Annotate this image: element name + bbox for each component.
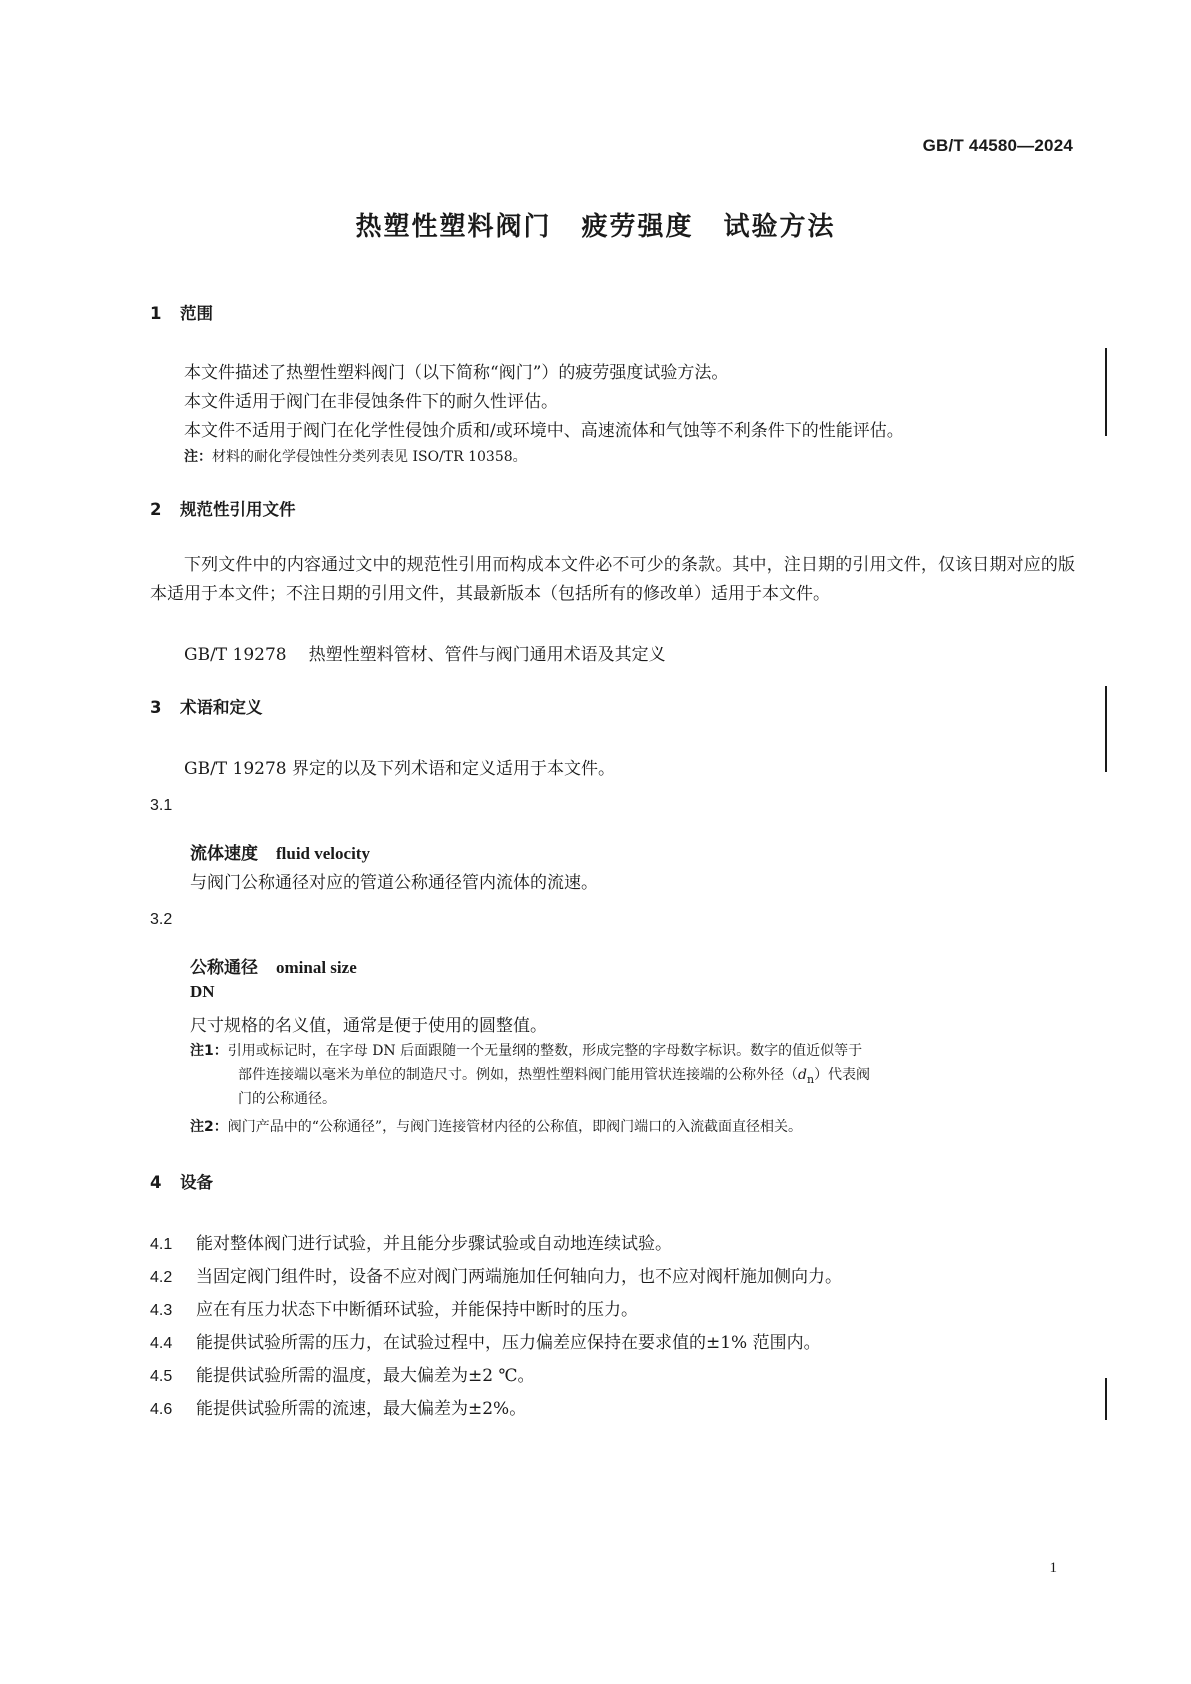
item-number: 4.5 — [150, 1368, 173, 1385]
note-text: 阀门产品中的“公称通径”，与阀门连接管材内径的公称值，即阀门端口的入流截面直径相关。 — [227, 1119, 803, 1135]
equipment-item — [150, 1328, 821, 1353]
note-text: 部件连接端以毫米为单位的制造尺寸。例如，热塑性塑料阀门能用管状连接端的公称外径（ — [238, 1067, 798, 1083]
title-part-3: 试验方法 — [723, 212, 836, 242]
term-english: ominal size — [276, 958, 357, 977]
term-note-2 — [190, 1116, 802, 1136]
revision-bar — [1105, 348, 1107, 436]
item-number: 4.2 — [150, 1269, 173, 1286]
section-1-note — [184, 446, 527, 466]
section-number: 2 — [150, 500, 162, 519]
symbol-subscript: n — [806, 1072, 815, 1086]
item-number: 4.6 — [150, 1401, 173, 1418]
equipment-item — [150, 1262, 842, 1287]
item-text: 应在有压力状态下中断循环试验，并能保持中断时的压力。 — [196, 1300, 638, 1320]
title-part-1: 热塑性塑料阀门 — [355, 212, 552, 242]
note-text: 引用或标记时，在字母 DN 后面跟随一个无量纲的整数，形成完整的字母数字标识。数字的值近似等于 — [227, 1043, 863, 1059]
reference-title: 热塑性塑料管材、管件与阀门通用术语及其定义 — [308, 645, 666, 665]
item-text: 当固定阀门组件时，设备不应对阀门两端施加任何轴向力，也不应对阀杆施加侧向力。 — [196, 1267, 842, 1287]
section-title: 设备 — [180, 1173, 213, 1192]
term-chinese: 流体速度 — [190, 844, 258, 864]
reference-code: GB/T 19278 — [184, 645, 287, 665]
section-number: 1 — [150, 304, 162, 323]
title-part-2: 疲劳强度 — [581, 212, 694, 242]
term-number: 3.2 — [150, 911, 173, 928]
item-number: 4.3 — [150, 1302, 173, 1319]
item-number: 4.1 — [150, 1236, 173, 1253]
section-2-heading — [150, 496, 296, 520]
section-1-para-2: 本文件适用于阀门在非侵蚀条件下的耐久性评估。 — [184, 392, 558, 412]
normative-reference — [184, 640, 666, 665]
section-title: 术语和定义 — [180, 698, 263, 717]
item-text: 能提供试验所需的流速，最大偏差为±2%。 — [196, 1399, 527, 1419]
note-label: 注1： — [190, 1043, 228, 1059]
document-title — [0, 206, 1191, 243]
equipment-item — [150, 1229, 672, 1254]
section-1-para-3: 本文件不适用于阀门在化学性侵蚀介质和/或环境中、高速流体和气蚀等不利条件下的性能评估。 — [184, 421, 904, 441]
equipment-item — [150, 1394, 526, 1419]
term-note-1 — [190, 1040, 862, 1060]
revision-bar — [1105, 686, 1107, 772]
equipment-item — [150, 1295, 638, 1320]
item-text: 能提供试验所需的压力，在试验过程中，压力偏差应保持在要求值的±1% 范围内。 — [196, 1333, 821, 1353]
section-1-heading — [150, 300, 213, 324]
standard-code: GB/T 44580—2024 — [922, 136, 1073, 155]
term-entry — [190, 839, 370, 864]
section-4-heading — [150, 1169, 213, 1193]
section-1-para-1: 本文件描述了热塑性塑料阀门（以下简称“阀门”）的疲劳强度试验方法。 — [184, 363, 729, 383]
symbol-d: d — [798, 1067, 807, 1083]
item-number: 4.4 — [150, 1335, 173, 1352]
section-2-para-1: 下列文件中的内容通过文中的规范性引用而构成本文件必不可少的条款。其中，注日期的引用文件，仅该日期对应的版本适用于本文件；不注日期的引用文件，其最新版本（包括所有的修改单）适用于本文件。 — [150, 555, 1075, 604]
section-title: 范围 — [180, 304, 213, 323]
term-abbreviation: DN — [190, 982, 215, 1001]
revision-bar — [1105, 1378, 1107, 1420]
term-definition: 与阀门公称通径对应的管道公称通径管内流体的流速。 — [190, 873, 598, 893]
page-number: 1 — [1049, 1560, 1057, 1576]
section-number: 4 — [150, 1173, 162, 1192]
note-label: 注： — [184, 449, 212, 465]
item-text: 能对整体阀门进行试验，并且能分步骤试验或自动地连续试验。 — [196, 1234, 672, 1254]
note-text: ）代表阀 — [814, 1067, 871, 1083]
term-note-1-line-2 — [238, 1064, 870, 1086]
term-number: 3.1 — [150, 797, 173, 814]
term-entry — [190, 953, 357, 978]
term-definition: 尺寸规格的名义值，通常是便于使用的圆整值。 — [190, 1016, 547, 1036]
equipment-item — [150, 1361, 534, 1386]
term-chinese: 公称通径 — [190, 958, 258, 978]
note-label: 注2： — [190, 1119, 228, 1135]
section-number: 3 — [150, 698, 162, 717]
term-english: fluid velocity — [276, 844, 370, 863]
term-note-1-line-3: 门的公称通径。 — [238, 1091, 336, 1107]
item-text: 能提供试验所需的温度，最大偏差为±2 ℃。 — [196, 1366, 535, 1386]
section-3-heading — [150, 694, 263, 718]
section-3-para-1: GB/T 19278 界定的以及下列术语和定义适用于本文件。 — [184, 759, 616, 779]
section-title: 规范性引用文件 — [180, 500, 296, 519]
note-text: 材料的耐化学侵蚀性分类列表见 ISO/TR 10358。 — [212, 449, 527, 465]
